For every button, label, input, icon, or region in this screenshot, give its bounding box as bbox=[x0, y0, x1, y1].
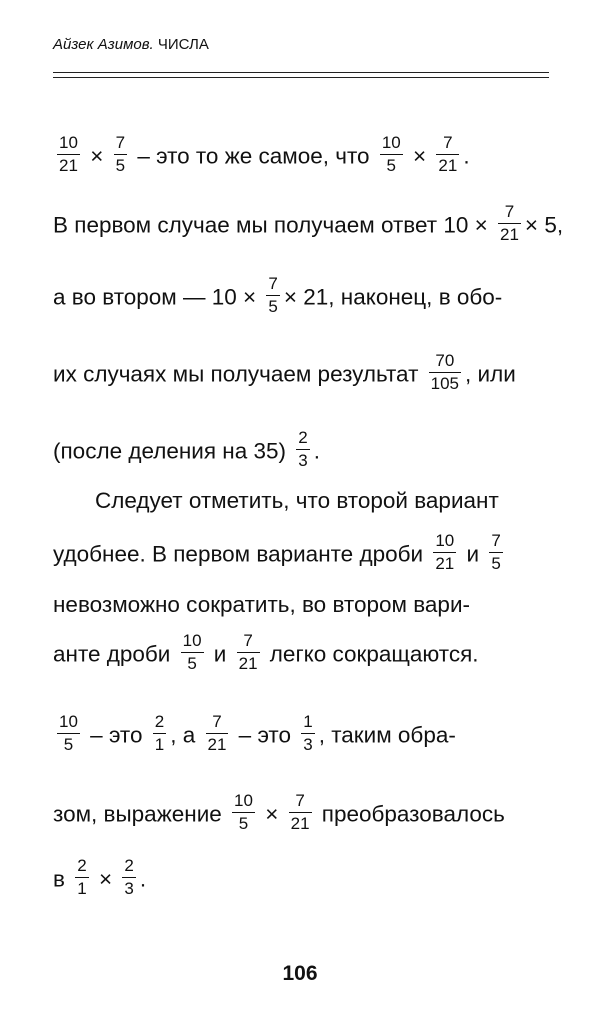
fraction: $\frac{7}{21}$ bbox=[500, 202, 519, 244]
fraction: $\frac{7}{5}$ bbox=[268, 274, 278, 316]
header-rule-bottom bbox=[53, 77, 549, 78]
header-author: Айзек Азимов. bbox=[53, 36, 154, 53]
fraction: $\frac{7}{5}$ bbox=[491, 531, 501, 573]
fraction: $\frac{2}{3}$ bbox=[124, 856, 134, 898]
text-line-11: зом, выражение $\frac{10}{5}$ × $\frac{7}{21}$ преобразовалось bbox=[53, 791, 505, 833]
fraction: $\frac{70}{105}$ bbox=[430, 351, 460, 393]
text-line-8: невозможно сократить, во втором вари- bbox=[53, 592, 471, 617]
text-line-4: их случаях мы получаем результат $\frac{70}{105}$ , или bbox=[53, 351, 516, 393]
header-title: ЧИСЛА bbox=[157, 36, 209, 53]
text-line-2: В первом случае мы получаем ответ 10 × $\frac{7}{21}$ × 5, bbox=[53, 202, 564, 244]
text-line-10: $\frac{10}{5}$ – это $\frac{2}{1}$ , а $\frac{7}{21}$ – это $\frac{1}{3}$ , таким обра- bbox=[59, 712, 456, 754]
fraction: $\frac{7}{21}$ bbox=[290, 791, 310, 833]
fraction: $\frac{10}{5}$ bbox=[182, 631, 202, 673]
text-line-5: (после деления на 35) $\frac{2}{3}$ . bbox=[53, 428, 320, 470]
text-line-3: а во втором — 10 × $\frac{7}{5}$ × 21, наконец, в обо- bbox=[53, 274, 503, 316]
fraction: $\frac{10}{5}$ bbox=[234, 791, 253, 833]
page-number: 106 bbox=[282, 962, 318, 985]
fraction: $\frac{7}{21}$ bbox=[438, 133, 458, 175]
fraction: $\frac{10}{21}$ bbox=[59, 133, 78, 175]
text-line-1: $\frac{10}{21}$ × $\frac{7}{5}$ – это то же самое, что $\frac{10}{5}$ × $\frac{7}{21}$ . bbox=[59, 133, 470, 175]
fraction: $\frac{2}{1}$ bbox=[77, 856, 87, 898]
fraction: $\frac{10}{5}$ bbox=[59, 712, 78, 754]
fraction: $\frac{10}{5}$ bbox=[381, 133, 401, 175]
header-rule-top bbox=[53, 72, 549, 73]
text-line-6: Следует отметить, что второй вариант bbox=[95, 488, 499, 513]
fraction: $\frac{2}{1}$ bbox=[154, 712, 165, 754]
fraction: $\frac{2}{3}$ bbox=[298, 428, 308, 470]
text-line-7: удобнее. В первом варианте дроби $\frac{10}{21}$ и $\frac{7}{5}$ bbox=[53, 531, 501, 573]
fraction: $\frac{1}{3}$ bbox=[303, 712, 313, 754]
fraction: $\frac{7}{5}$ bbox=[115, 133, 126, 175]
text-line-9: анте дроби $\frac{10}{5}$ и $\frac{7}{21}$ легко сокращаются. bbox=[53, 631, 479, 673]
running-header bbox=[53, 36, 209, 53]
text-line-12: в $\frac{2}{1}$ × $\frac{2}{3}$ . bbox=[53, 856, 147, 898]
fraction: $\frac{10}{21}$ bbox=[435, 531, 455, 573]
fraction: $\frac{7}{21}$ bbox=[238, 631, 258, 673]
fraction: $\frac{7}{21}$ bbox=[207, 712, 227, 754]
